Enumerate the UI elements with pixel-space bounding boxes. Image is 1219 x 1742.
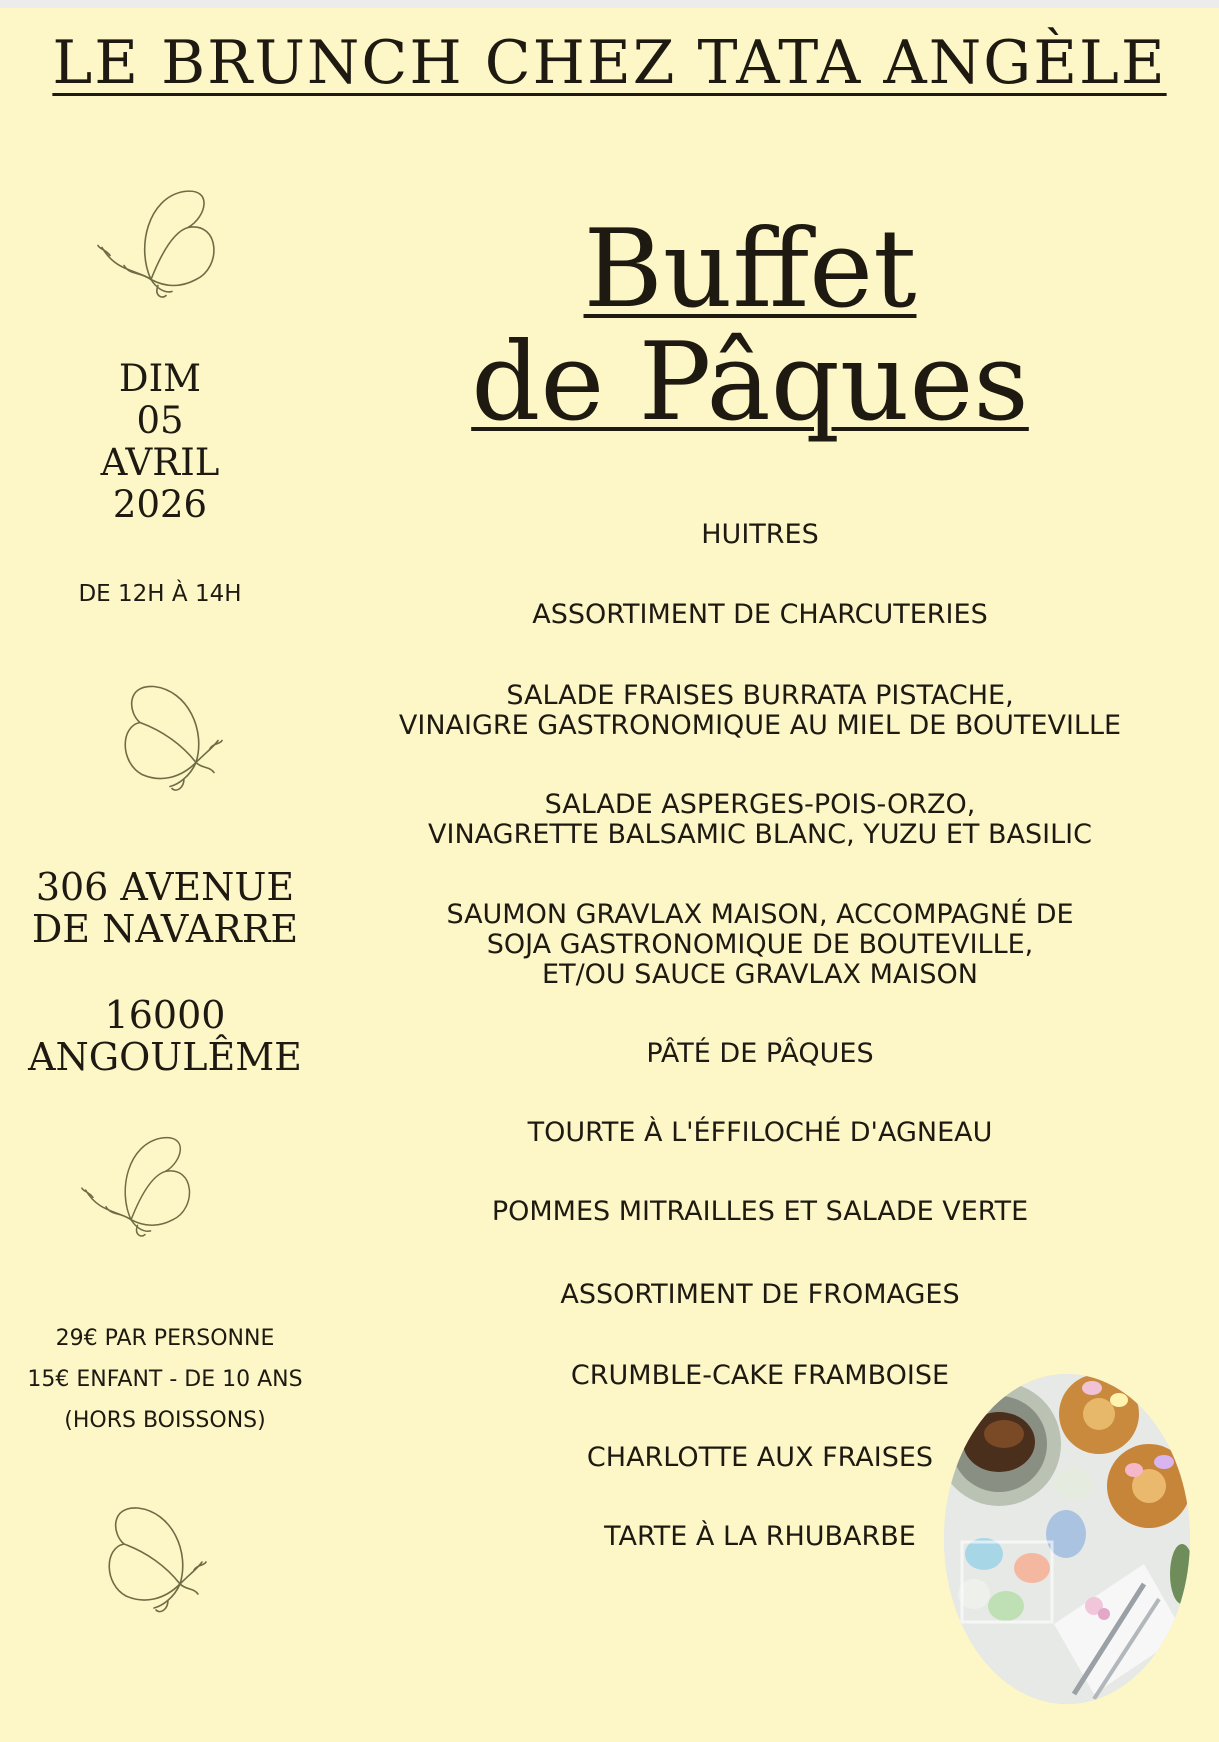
menu-item <box>330 790 1190 850</box>
buffet-heading <box>470 207 1030 445</box>
event-day: DIM <box>118 357 202 400</box>
butterfly-icon <box>80 1130 210 1250</box>
menu-item-line: CRUMBLE-CAKE FRAMBOISE <box>570 1360 950 1391</box>
menu-item-line: VINAGRETTE BALSAMIC BLANC, YUZU ET BASILIC <box>428 819 1092 850</box>
menu-item-line: SALADE ASPERGES-POIS-ORZO, <box>544 789 976 820</box>
menu-item <box>330 900 1190 990</box>
menu-item-line: ET/OU SAUCE GRAVLAX MAISON <box>542 959 978 990</box>
menu-item-line: SALADE FRAISES BURRATA PISTACHE, <box>506 680 1014 711</box>
menu-item-line: ASSORTIMENT DE FROMAGES <box>560 1279 960 1310</box>
menu-item-line: HUITRES <box>701 519 819 550</box>
address-postcode: 16000 <box>104 993 226 1037</box>
event-date <box>55 358 265 526</box>
menu-item-line: POMMES MITRAILLES ET SALADE VERTE <box>491 1196 1029 1227</box>
event-time: DE 12H À 14H <box>78 581 242 607</box>
address-line2: DE NAVARRE <box>31 907 299 951</box>
buffet-heading-line1: Buffet <box>583 207 917 332</box>
pricing <box>15 1318 315 1441</box>
address-street <box>20 866 310 950</box>
address-city-block <box>20 994 310 1078</box>
buffet-heading-line2: de Pâques <box>471 320 1029 445</box>
menu-item <box>330 1280 1190 1310</box>
restaurant-title <box>0 28 1219 98</box>
menu-item <box>330 1197 1190 1227</box>
address-line1: 306 AVENUE <box>35 865 295 909</box>
menu-item <box>330 520 1190 550</box>
menu-item-line: TARTE À LA RHUBARBE <box>604 1521 916 1552</box>
price-adult: 29€ PAR PERSONNE <box>55 1326 275 1351</box>
menu-item-line: PÂTÉ DE PÂQUES <box>646 1038 874 1069</box>
event-month: AVRIL <box>100 441 220 484</box>
menu-item <box>330 1118 1190 1148</box>
menu-item-line: TOURTE À L'ÉFFILOCHÉ D'AGNEAU <box>527 1117 993 1148</box>
address-city: ANGOULÊME <box>28 1035 302 1079</box>
menu-item <box>330 1039 1190 1069</box>
easter-brunch-photo <box>944 1374 1190 1704</box>
menu-item-line: CHARLOTTE AUX FRAISES <box>586 1442 934 1473</box>
easter-brunch-illustration <box>944 1374 1190 1704</box>
price-note: (HORS BOISSONS) <box>64 1408 266 1433</box>
menu-item <box>330 600 1190 630</box>
butterfly-icon <box>96 180 236 315</box>
butterfly-icon <box>92 1504 217 1624</box>
event-year: 2026 <box>112 483 208 526</box>
price-child: 15€ ENFANT - DE 10 ANS <box>27 1367 303 1392</box>
menu-item-line: ASSORTIMENT DE CHARCUTERIES <box>532 599 988 630</box>
menu-item-line: SOJA GASTRONOMIQUE DE BOUTEVILLE, <box>486 929 1034 960</box>
restaurant-title-text: LE BRUNCH CHEZ TATA ANGÈLE <box>52 28 1167 98</box>
menu-poster <box>0 8 1219 1742</box>
menu-item <box>330 681 1190 741</box>
event-date-number: 05 <box>136 399 184 442</box>
butterfly-icon <box>118 680 223 805</box>
menu-item-line: SAUMON GRAVLAX MAISON, ACCOMPAGNÉ DE <box>446 899 1074 930</box>
menu-item-line: VINAIGRE GASTRONOMIQUE AU MIEL DE BOUTEVILLE <box>398 710 1122 741</box>
